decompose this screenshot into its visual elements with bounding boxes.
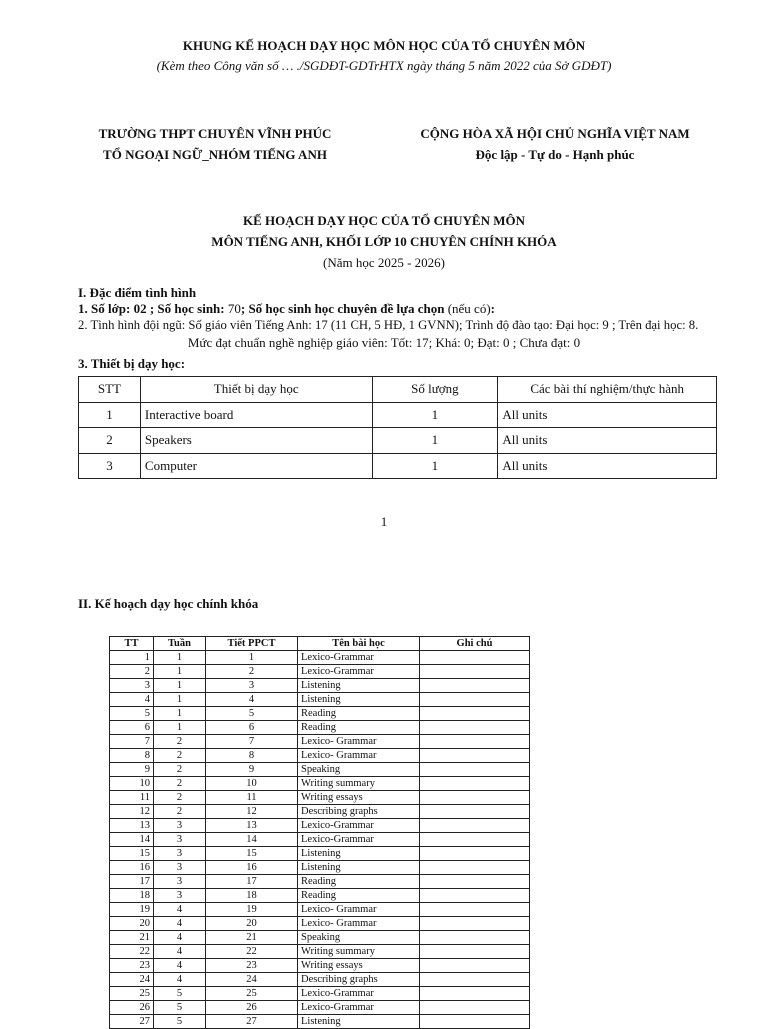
cell-tt: 5	[110, 707, 154, 721]
cell-lesson: Lexico-Grammar	[298, 833, 420, 847]
header-equipment: Thiết bị dạy học	[140, 377, 372, 403]
school-block	[60, 123, 370, 165]
republic-motto: Độc lập - Tự do - Hạnh phúc	[475, 147, 635, 162]
header-experiments: Các bài thí nghiệm/thực hành	[498, 377, 717, 403]
school-name: TRƯỜNG THPT CHUYÊN VĨNH PHÚC	[98, 126, 332, 141]
cell-quantity: 1	[372, 453, 498, 479]
cell-note	[420, 917, 530, 931]
staff-info-line: 2. Tình hình đội ngũ: Số giáo viên Tiếng Anh: 17 (11 CH, 5 HĐ, 1 GVNN); Trình độ đào tạo: Đại học: 9 ; Trên đại học: 8.	[78, 318, 699, 332]
cell-experiments: All units	[498, 428, 717, 454]
cell-tt: 22	[110, 945, 154, 959]
cell-period: 12	[206, 805, 298, 819]
section-situation	[78, 285, 728, 333]
table-row	[110, 1001, 530, 1015]
cell-lesson: Lexico- Grammar	[298, 735, 420, 749]
cell-note	[420, 987, 530, 1001]
cell-week: 2	[154, 749, 206, 763]
cell-note	[420, 665, 530, 679]
table-row	[110, 903, 530, 917]
cell-period: 4	[206, 693, 298, 707]
cell-period: 7	[206, 735, 298, 749]
cell-tt: 7	[110, 735, 154, 749]
cell-week: 1	[154, 665, 206, 679]
cell-period: 5	[206, 707, 298, 721]
cell-lesson: Writing essays	[298, 959, 420, 973]
cell-lesson: Reading	[298, 889, 420, 903]
table-row	[110, 861, 530, 875]
table-row	[110, 847, 530, 861]
header-stt: STT	[79, 377, 141, 403]
cell-tt: 2	[110, 665, 154, 679]
table-row	[79, 453, 717, 479]
cell-week: 2	[154, 777, 206, 791]
cell-tt: 27	[110, 1015, 154, 1029]
cell-tt: 21	[110, 931, 154, 945]
table-row	[110, 889, 530, 903]
cell-tt: 6	[110, 721, 154, 735]
cell-tt: 10	[110, 777, 154, 791]
cell-week: 4	[154, 945, 206, 959]
page-number: 1	[380, 514, 388, 529]
cell-tt: 15	[110, 847, 154, 861]
cell-tt: 20	[110, 917, 154, 931]
cell-note	[420, 735, 530, 749]
table-row	[110, 735, 530, 749]
cell-note	[420, 931, 530, 945]
cell-tt: 16	[110, 861, 154, 875]
header-quantity: Số lượng	[372, 377, 498, 403]
header-week: Tuần	[154, 637, 206, 651]
cell-week: 2	[154, 791, 206, 805]
cell-period: 16	[206, 861, 298, 875]
cell-period: 27	[206, 1015, 298, 1029]
cell-week: 1	[154, 651, 206, 665]
cell-week: 3	[154, 847, 206, 861]
cell-stt: 2	[79, 428, 141, 454]
table-row	[110, 959, 530, 973]
cell-tt: 19	[110, 903, 154, 917]
cell-tt: 13	[110, 819, 154, 833]
table-row	[110, 945, 530, 959]
cell-period: 15	[206, 847, 298, 861]
cell-note	[420, 959, 530, 973]
section1-heading: I. Đặc điểm tình hình	[78, 285, 197, 300]
cell-note	[420, 721, 530, 735]
header-tt: TT	[110, 637, 154, 651]
table-row	[110, 665, 530, 679]
cell-note	[420, 805, 530, 819]
table-row	[79, 428, 717, 454]
cell-note	[420, 651, 530, 665]
cell-note	[420, 973, 530, 987]
cell-period: 2	[206, 665, 298, 679]
cell-note	[420, 679, 530, 693]
republic-block	[380, 123, 730, 165]
cell-note	[420, 707, 530, 721]
cell-period: 19	[206, 903, 298, 917]
cell-lesson: Listening	[298, 861, 420, 875]
cell-week: 5	[154, 1015, 206, 1029]
cell-tt: 25	[110, 987, 154, 1001]
table-row	[79, 402, 717, 428]
cell-note	[420, 889, 530, 903]
cell-note	[420, 693, 530, 707]
classes-label: 1. Số lớp: 02 ; Số học sinh:	[78, 301, 225, 316]
cell-lesson: Lexico-Grammar	[298, 987, 420, 1001]
cell-lesson: Reading	[298, 707, 420, 721]
cell-lesson: Writing summary	[298, 945, 420, 959]
table-row	[110, 679, 530, 693]
cell-tt: 4	[110, 693, 154, 707]
cell-tt: 23	[110, 959, 154, 973]
cell-period: 8	[206, 749, 298, 763]
header-note: Ghi chú	[420, 637, 530, 651]
republic-name: CỘNG HÒA XÃ HỘI CHỦ NGHĨA VIỆT NAM	[420, 126, 690, 141]
cell-lesson: Reading	[298, 721, 420, 735]
cell-week: 4	[154, 973, 206, 987]
cell-week: 5	[154, 1001, 206, 1015]
header-lesson: Tên bài học	[298, 637, 420, 651]
cell-tt: 1	[110, 651, 154, 665]
table-row	[110, 973, 530, 987]
cell-week: 1	[154, 693, 206, 707]
cell-note	[420, 1015, 530, 1029]
cell-period: 17	[206, 875, 298, 889]
cell-week: 3	[154, 861, 206, 875]
equipment-table	[78, 376, 717, 479]
table-row	[110, 1015, 530, 1029]
cell-note	[420, 763, 530, 777]
cell-week: 3	[154, 819, 206, 833]
cell-lesson: Listening	[298, 847, 420, 861]
table-row	[110, 749, 530, 763]
lesson-plan-table	[109, 636, 530, 1029]
cell-week: 4	[154, 917, 206, 931]
table-row	[110, 819, 530, 833]
cell-tt: 9	[110, 763, 154, 777]
document-subtitle: (Kèm theo Công văn số … ./SGDĐT-GDTrHTX ngày tháng 5 năm 2022 của Sở GDĐT)	[156, 58, 612, 73]
cell-experiments: All units	[498, 453, 717, 479]
cell-week: 2	[154, 805, 206, 819]
cell-note	[420, 833, 530, 847]
cell-lesson: Listening	[298, 1015, 420, 1029]
cell-week: 3	[154, 889, 206, 903]
cell-stt: 3	[79, 453, 141, 479]
cell-lesson: Lexico-Grammar	[298, 651, 420, 665]
table-row	[110, 931, 530, 945]
cell-lesson: Lexico-Grammar	[298, 1001, 420, 1015]
cell-period: 6	[206, 721, 298, 735]
cell-note	[420, 875, 530, 889]
cell-tt: 24	[110, 973, 154, 987]
cell-experiments: All units	[498, 402, 717, 428]
cell-note	[420, 1001, 530, 1015]
plan-year: (Năm học 2025 - 2026)	[322, 255, 446, 270]
document-title: KHUNG KẾ HOẠCH DẠY HỌC MÔN HỌC CỦA TỔ CHUYÊN MÔN	[182, 38, 586, 53]
cell-period: 25	[206, 987, 298, 1001]
cell-period: 14	[206, 833, 298, 847]
cell-week: 3	[154, 833, 206, 847]
cell-note	[420, 777, 530, 791]
class-info-line	[78, 301, 728, 317]
table-row	[110, 917, 530, 931]
cell-tt: 11	[110, 791, 154, 805]
department-name: TỔ NGOẠI NGỮ_NHÓM TIẾNG ANH	[103, 147, 327, 162]
cell-stt: 1	[79, 402, 141, 428]
cell-week: 3	[154, 875, 206, 889]
cell-lesson: Writing essays	[298, 791, 420, 805]
cell-lesson: Listening	[298, 693, 420, 707]
cell-period: 11	[206, 791, 298, 805]
cell-note	[420, 847, 530, 861]
cell-period: 13	[206, 819, 298, 833]
cell-lesson: Lexico-Grammar	[298, 819, 420, 833]
cell-lesson: Lexico- Grammar	[298, 749, 420, 763]
plan-subject: MÔN TIẾNG ANH, KHỐI LỚP 10 CHUYÊN CHÍNH KHÓA	[211, 234, 557, 249]
cell-equipment: Speakers	[140, 428, 372, 454]
cell-tt: 26	[110, 1001, 154, 1015]
cell-lesson: Lexico- Grammar	[298, 903, 420, 917]
cell-period: 26	[206, 1001, 298, 1015]
elective-note: (nếu có)	[444, 301, 491, 316]
cell-note	[420, 791, 530, 805]
cell-lesson: Lexico-Grammar	[298, 665, 420, 679]
cell-equipment: Computer	[140, 453, 372, 479]
cell-week: 1	[154, 707, 206, 721]
table-row	[110, 805, 530, 819]
cell-week: 5	[154, 987, 206, 1001]
cell-note	[420, 819, 530, 833]
plan-title-block	[0, 210, 768, 273]
cell-equipment: Interactive board	[140, 402, 372, 428]
plan-header-row	[110, 637, 530, 651]
cell-period: 18	[206, 889, 298, 903]
equipment-header-row	[79, 377, 717, 403]
cell-period: 22	[206, 945, 298, 959]
cell-period: 24	[206, 973, 298, 987]
cell-week: 2	[154, 735, 206, 749]
header-period: Tiết PPCT	[206, 637, 298, 651]
cell-tt: 8	[110, 749, 154, 763]
cell-lesson: Writing summary	[298, 777, 420, 791]
cell-quantity: 1	[372, 428, 498, 454]
section2-heading: II. Kế hoạch dạy học chính khóa	[78, 596, 259, 611]
elective-label: ; Số học sinh học chuyên đề lựa chọn	[240, 301, 445, 316]
cell-tt: 12	[110, 805, 154, 819]
table-row	[110, 721, 530, 735]
cell-week: 1	[154, 721, 206, 735]
cell-lesson: Describing graphs	[298, 805, 420, 819]
cell-week: 4	[154, 903, 206, 917]
cell-lesson: Speaking	[298, 931, 420, 945]
table-row	[110, 693, 530, 707]
cell-week: 4	[154, 931, 206, 945]
table-row	[110, 651, 530, 665]
cell-tt: 18	[110, 889, 154, 903]
equipment-heading: 3. Thiết bị dạy học:	[78, 356, 186, 371]
cell-note	[420, 903, 530, 917]
staff-standard-line: Mức đạt chuẩn nghề nghiệp giáo viên: Tốt: 17; Khá: 0; Đạt: 0 ; Chưa đạt: 0	[187, 335, 581, 350]
cell-note	[420, 861, 530, 875]
cell-period: 21	[206, 931, 298, 945]
cell-tt: 14	[110, 833, 154, 847]
cell-period: 23	[206, 959, 298, 973]
table-row	[110, 763, 530, 777]
cell-tt: 17	[110, 875, 154, 889]
cell-lesson: Describing graphs	[298, 973, 420, 987]
cell-week: 2	[154, 763, 206, 777]
cell-lesson: Lexico- Grammar	[298, 917, 420, 931]
cell-quantity: 1	[372, 402, 498, 428]
plan-title: KẾ HOẠCH DẠY HỌC CỦA TỔ CHUYÊN MÔN	[242, 213, 526, 228]
table-row	[110, 833, 530, 847]
table-row	[110, 777, 530, 791]
table-row	[110, 987, 530, 1001]
table-row	[110, 791, 530, 805]
cell-lesson: Listening	[298, 679, 420, 693]
colon: :	[490, 301, 495, 316]
cell-week: 1	[154, 679, 206, 693]
cell-period: 1	[206, 651, 298, 665]
cell-lesson: Reading	[298, 875, 420, 889]
table-row	[110, 707, 530, 721]
cell-note	[420, 749, 530, 763]
cell-period: 10	[206, 777, 298, 791]
cell-period: 9	[206, 763, 298, 777]
cell-lesson: Speaking	[298, 763, 420, 777]
cell-period: 3	[206, 679, 298, 693]
cell-week: 4	[154, 959, 206, 973]
cell-period: 20	[206, 917, 298, 931]
table-row	[110, 875, 530, 889]
cell-tt: 3	[110, 679, 154, 693]
cell-note	[420, 945, 530, 959]
students-value: 70	[224, 301, 241, 316]
